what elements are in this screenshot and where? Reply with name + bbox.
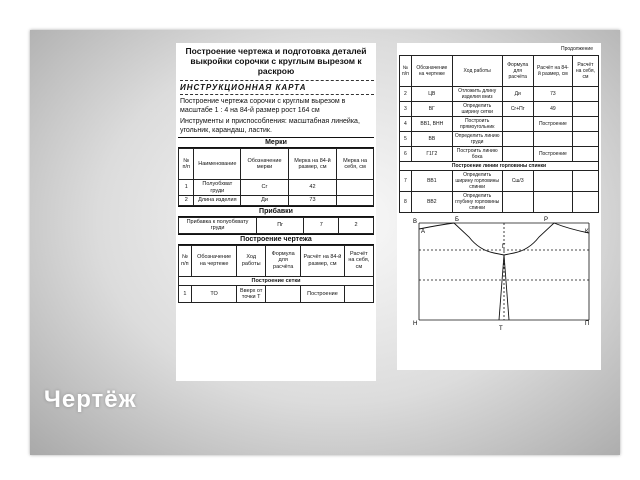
cell: 73 (533, 87, 572, 102)
cell: Сш/3 (502, 171, 533, 192)
cell (533, 171, 572, 192)
point-label: А (421, 229, 426, 235)
cell: ЦВ (411, 87, 452, 102)
col-header: Расчёт на 84-й размер, см (533, 56, 572, 87)
cell (502, 117, 533, 132)
cell: Ди (502, 87, 533, 102)
subhead: Построение сетки (179, 276, 374, 286)
cell (337, 180, 374, 196)
cell: 2 (400, 87, 412, 102)
table-row (400, 132, 599, 147)
cell (337, 196, 374, 206)
col-header: № п/п (179, 245, 192, 276)
cell (572, 87, 598, 102)
cell: 73 (288, 196, 336, 206)
card-title: ИНСТРУКЦИОННАЯ КАРТА (180, 80, 374, 95)
col-header: Расчёт на себя, см (572, 56, 598, 87)
cell (572, 171, 598, 192)
cell: Г1Г2 (411, 147, 452, 162)
cell (572, 192, 598, 213)
col-header: Обозначение на чертеже (191, 245, 237, 276)
cell: ВВ2 (411, 192, 452, 213)
col-header: Формула для расчёта (266, 245, 301, 276)
steps-table (399, 55, 599, 213)
cell (533, 192, 572, 213)
cell: Построить прямоугольник (452, 117, 502, 132)
table-row (400, 117, 599, 132)
cell: ВВ1 (411, 171, 452, 192)
col-header: № п/п (179, 149, 194, 180)
cell: ВВ (411, 132, 452, 147)
col-header: Обозначение мерки (241, 149, 289, 180)
construction-table (178, 245, 374, 304)
cell: 1 (179, 180, 194, 196)
cell: ВГ (411, 102, 452, 117)
col-header: Наименование (194, 149, 241, 180)
col-header: Формула для расчёта (502, 56, 533, 87)
cell: Вверх от точки Т (237, 286, 266, 303)
table-row (400, 102, 599, 117)
point-label: В (413, 219, 418, 225)
col-header: Ход работы (237, 245, 266, 276)
cell: Построить линию бока (452, 147, 502, 162)
cell: Отложить длину изделия вниз (452, 87, 502, 102)
point-label: Р (544, 217, 549, 223)
cell: Построение (533, 117, 572, 132)
slide-caption: Чертёж (44, 386, 137, 413)
cell (502, 147, 533, 162)
measures-table (178, 148, 374, 206)
cell: ТО (191, 286, 237, 303)
cell (572, 117, 598, 132)
cell: 4 (400, 117, 412, 132)
intro-text: Построение чертежа сорочки с круглым вырезом в масштабе 1 : 4 на 84-й размер рост 164 см (180, 98, 346, 114)
cell: Сг+Пг (502, 102, 533, 117)
section-heading: Построение линии горловины спинки (400, 162, 599, 171)
table-row (179, 196, 374, 206)
cell: Пг (257, 217, 304, 233)
cell (572, 132, 598, 147)
col-header: № п/п (400, 56, 412, 87)
cell: 42 (288, 180, 336, 196)
allowances-table (178, 217, 374, 234)
cell: ВВ1, ВНН (411, 117, 452, 132)
cell (266, 286, 301, 303)
cell: 2 (339, 217, 374, 233)
drawing-page (397, 43, 601, 370)
cell: Прибавка к полуобхвату груди (179, 217, 257, 233)
table-row (179, 217, 374, 233)
cell: 7 (400, 171, 412, 192)
cell: Длина изделия (194, 196, 241, 206)
point-label: Т (499, 326, 503, 332)
cell: 49 (533, 102, 572, 117)
point-label: Н (413, 321, 418, 327)
col-header: Мерка на себя, см (337, 149, 374, 180)
cell: Определить линию груди (452, 132, 502, 147)
cell: 6 (400, 147, 412, 162)
cell: Определить глубину горловины спинки (452, 192, 502, 213)
cell (502, 192, 533, 213)
cell: Построение (301, 286, 345, 303)
point-label: Б (455, 217, 459, 223)
table-row (400, 87, 599, 102)
instruction-card-page (176, 43, 376, 381)
allowances-heading: Прибавки (178, 206, 374, 217)
cell: Ди (241, 196, 289, 206)
pattern-drawing (399, 215, 599, 333)
cell: Определить ширину горловины спинки (452, 171, 502, 192)
cell: 7 (304, 217, 339, 233)
cell: 2 (179, 196, 194, 206)
cell: 1 (179, 286, 192, 303)
front-side-seam (504, 255, 509, 320)
cell: Полуобхват груди (194, 180, 241, 196)
cell: 5 (400, 132, 412, 147)
back-side-seam (499, 255, 504, 320)
table-row (400, 171, 599, 192)
table-row (179, 286, 374, 303)
point-label: К (585, 229, 589, 235)
col-header: Расчёт на себя, см (344, 245, 373, 276)
cell (572, 102, 598, 117)
cell: 3 (400, 102, 412, 117)
col-header: Обозначение на чертеже (411, 56, 452, 87)
table-row (400, 192, 599, 213)
col-header: Ход работы (452, 56, 502, 87)
cell (344, 286, 373, 303)
cell: Построение (533, 147, 572, 162)
col-header: Мерка на 84-й размер, см (288, 149, 336, 180)
cell (533, 132, 572, 147)
point-label: П (585, 321, 590, 327)
cell: Определить ширину сетки (452, 102, 502, 117)
page-title: Построение чертежа и подготовка деталей выкройки сорочки с круглым вырезом к раскрою (185, 46, 367, 76)
construction-heading: Построение чертежа (178, 234, 374, 245)
point-label: Г (502, 244, 506, 250)
col-header: Расчёт на 84-й размер, см (301, 245, 345, 276)
cell (572, 147, 598, 162)
table-row (179, 180, 374, 196)
cell (502, 132, 533, 147)
table-row (400, 147, 599, 162)
cell: 8 (400, 192, 412, 213)
tools-text: Инструменты и приспособления: масштабная линейка, угольник, карандаш, ластик. (180, 118, 360, 134)
measures-heading: Мерки (178, 137, 374, 148)
cell: Сг (241, 180, 289, 196)
continuation-label: Продолжение (560, 46, 593, 52)
